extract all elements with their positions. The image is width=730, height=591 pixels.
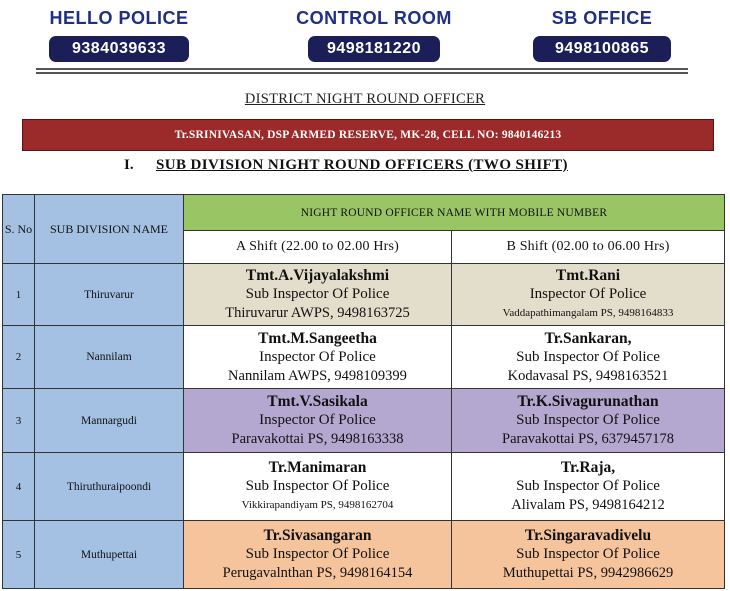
contact-title: CONTROL ROOM — [296, 8, 452, 28]
cell-sub-division: Thiruthuraipoondi — [35, 453, 184, 521]
header-shift-b: B Shift (02.00 to 06.00 Hrs) — [452, 231, 725, 264]
officer-station-phone: Vaddapathimangalam PS, 9498164833 — [502, 307, 674, 319]
officer-name: Tr.Sankaran, — [544, 329, 632, 347]
officer-rank: Sub Inspector Of Police — [516, 478, 660, 494]
officer-rank: Inspector Of Police — [259, 348, 376, 365]
header-divider — [36, 68, 688, 70]
officer-station-phone: Perugavalnthan PS, 9498164154 — [222, 565, 413, 581]
night-round-table — [2, 194, 725, 589]
cell-sno: 4 — [3, 453, 35, 521]
cell-sno: 2 — [3, 326, 35, 389]
contact-sb-office — [520, 8, 684, 62]
officer-name: Tmt.Rani — [555, 267, 621, 284]
officer-station-phone: Thiruvarur AWPS, 9498163725 — [225, 305, 410, 321]
officer-station-phone: Nannilam AWPS, 9498109399 — [228, 367, 407, 384]
officer-name: Tr.Raja, — [560, 459, 616, 476]
cell-shift-a — [184, 326, 452, 389]
officer-rank: Inspector Of Police — [529, 286, 647, 302]
header-night-round: NIGHT ROUND OFFICER NAME WITH MOBILE NUMBER — [184, 195, 725, 231]
table-row — [3, 264, 725, 326]
cell-sub-division: Muthupettai — [35, 521, 184, 589]
officer-station-phone: Paravakottai PS, 9498163338 — [231, 431, 404, 447]
contact-number[interactable]: 9498181220 — [308, 36, 440, 62]
officer-rank: Sub Inspector Of Police — [245, 478, 390, 494]
contact-title: HELLO POLICE — [49, 8, 189, 28]
header-sub-division: SUB DIVISION NAME — [35, 195, 184, 264]
officer-name: Tmt.A.Vijayalakshmi — [245, 267, 390, 284]
officer-station-phone: Vikkirapandiyam PS, 9498162704 — [241, 499, 394, 511]
officer-name: Tmt.M.Sangeetha — [258, 329, 377, 347]
cell-shift-b — [452, 326, 725, 389]
contact-number[interactable]: 9384039633 — [49, 36, 189, 62]
contact-number[interactable]: 9498100865 — [533, 36, 671, 62]
header-sno: S. No — [3, 195, 35, 264]
officer-rank: Sub Inspector Of Police — [516, 348, 660, 365]
cell-shift-a — [184, 453, 452, 521]
officer-name: Tr.K.Sivagurunathan — [517, 393, 659, 410]
officer-station-phone: Muthupettai PS, 9942986629 — [502, 565, 674, 581]
table-row — [3, 453, 725, 521]
officer-rank: Sub Inspector Of Police — [516, 412, 660, 428]
dsp-banner: Tr.SRINIVASAN, DSP ARMED RESERVE, MK-28, CELL NO: 9840146213 — [22, 119, 714, 151]
cell-shift-b — [452, 521, 725, 589]
cell-shift-b — [452, 264, 725, 326]
cell-shift-a — [184, 389, 452, 453]
officer-name: Tr.Manimaran — [268, 459, 367, 476]
table-row — [3, 389, 725, 453]
officer-name: Tmt.V.Sasikala — [267, 393, 368, 410]
contact-hello-police — [38, 8, 200, 62]
cell-sub-division: Mannargudi — [35, 389, 184, 453]
cell-shift-b — [452, 389, 725, 453]
cell-sno: 3 — [3, 389, 35, 453]
contact-control-room — [280, 8, 468, 62]
cell-sub-division: Thiruvarur — [35, 264, 184, 326]
officer-name: Tr.Sivasangaran — [263, 527, 372, 544]
section-heading — [124, 157, 568, 174]
header-divider — [36, 72, 688, 74]
cell-shift-a — [184, 521, 452, 589]
officer-station-phone: Paravakottai PS, 6379457178 — [502, 431, 674, 447]
cell-shift-b — [452, 453, 725, 521]
cell-shift-a — [184, 264, 452, 326]
officer-station-phone: Alivalam PS, 9498164212 — [511, 497, 665, 513]
officer-rank: Sub Inspector Of Police — [516, 546, 660, 562]
section-number: I. — [124, 157, 134, 173]
cell-sno: 5 — [3, 521, 35, 589]
officer-rank: Sub Inspector Of Police — [245, 286, 390, 302]
contact-title: SB OFFICE — [551, 8, 653, 28]
officer-name: Tr.Singaravadivelu — [524, 527, 652, 544]
district-title: DISTRICT NIGHT ROUND OFFICER — [244, 91, 486, 107]
header-shift-a: A Shift (22.00 to 02.00 Hrs) — [184, 231, 452, 264]
officer-station-phone: Kodavasal PS, 9498163521 — [507, 367, 669, 384]
table-header-row — [3, 195, 725, 231]
table-row — [3, 326, 725, 389]
officer-rank: Sub Inspector Of Police — [245, 546, 390, 562]
cell-sno: 1 — [3, 264, 35, 326]
table-row — [3, 521, 725, 589]
cell-sub-division: Nannilam — [35, 326, 184, 389]
officer-rank: Inspector Of Police — [259, 412, 376, 428]
section-title: SUB DIVISION NIGHT ROUND OFFICERS (TWO SHIFT) — [156, 157, 568, 173]
